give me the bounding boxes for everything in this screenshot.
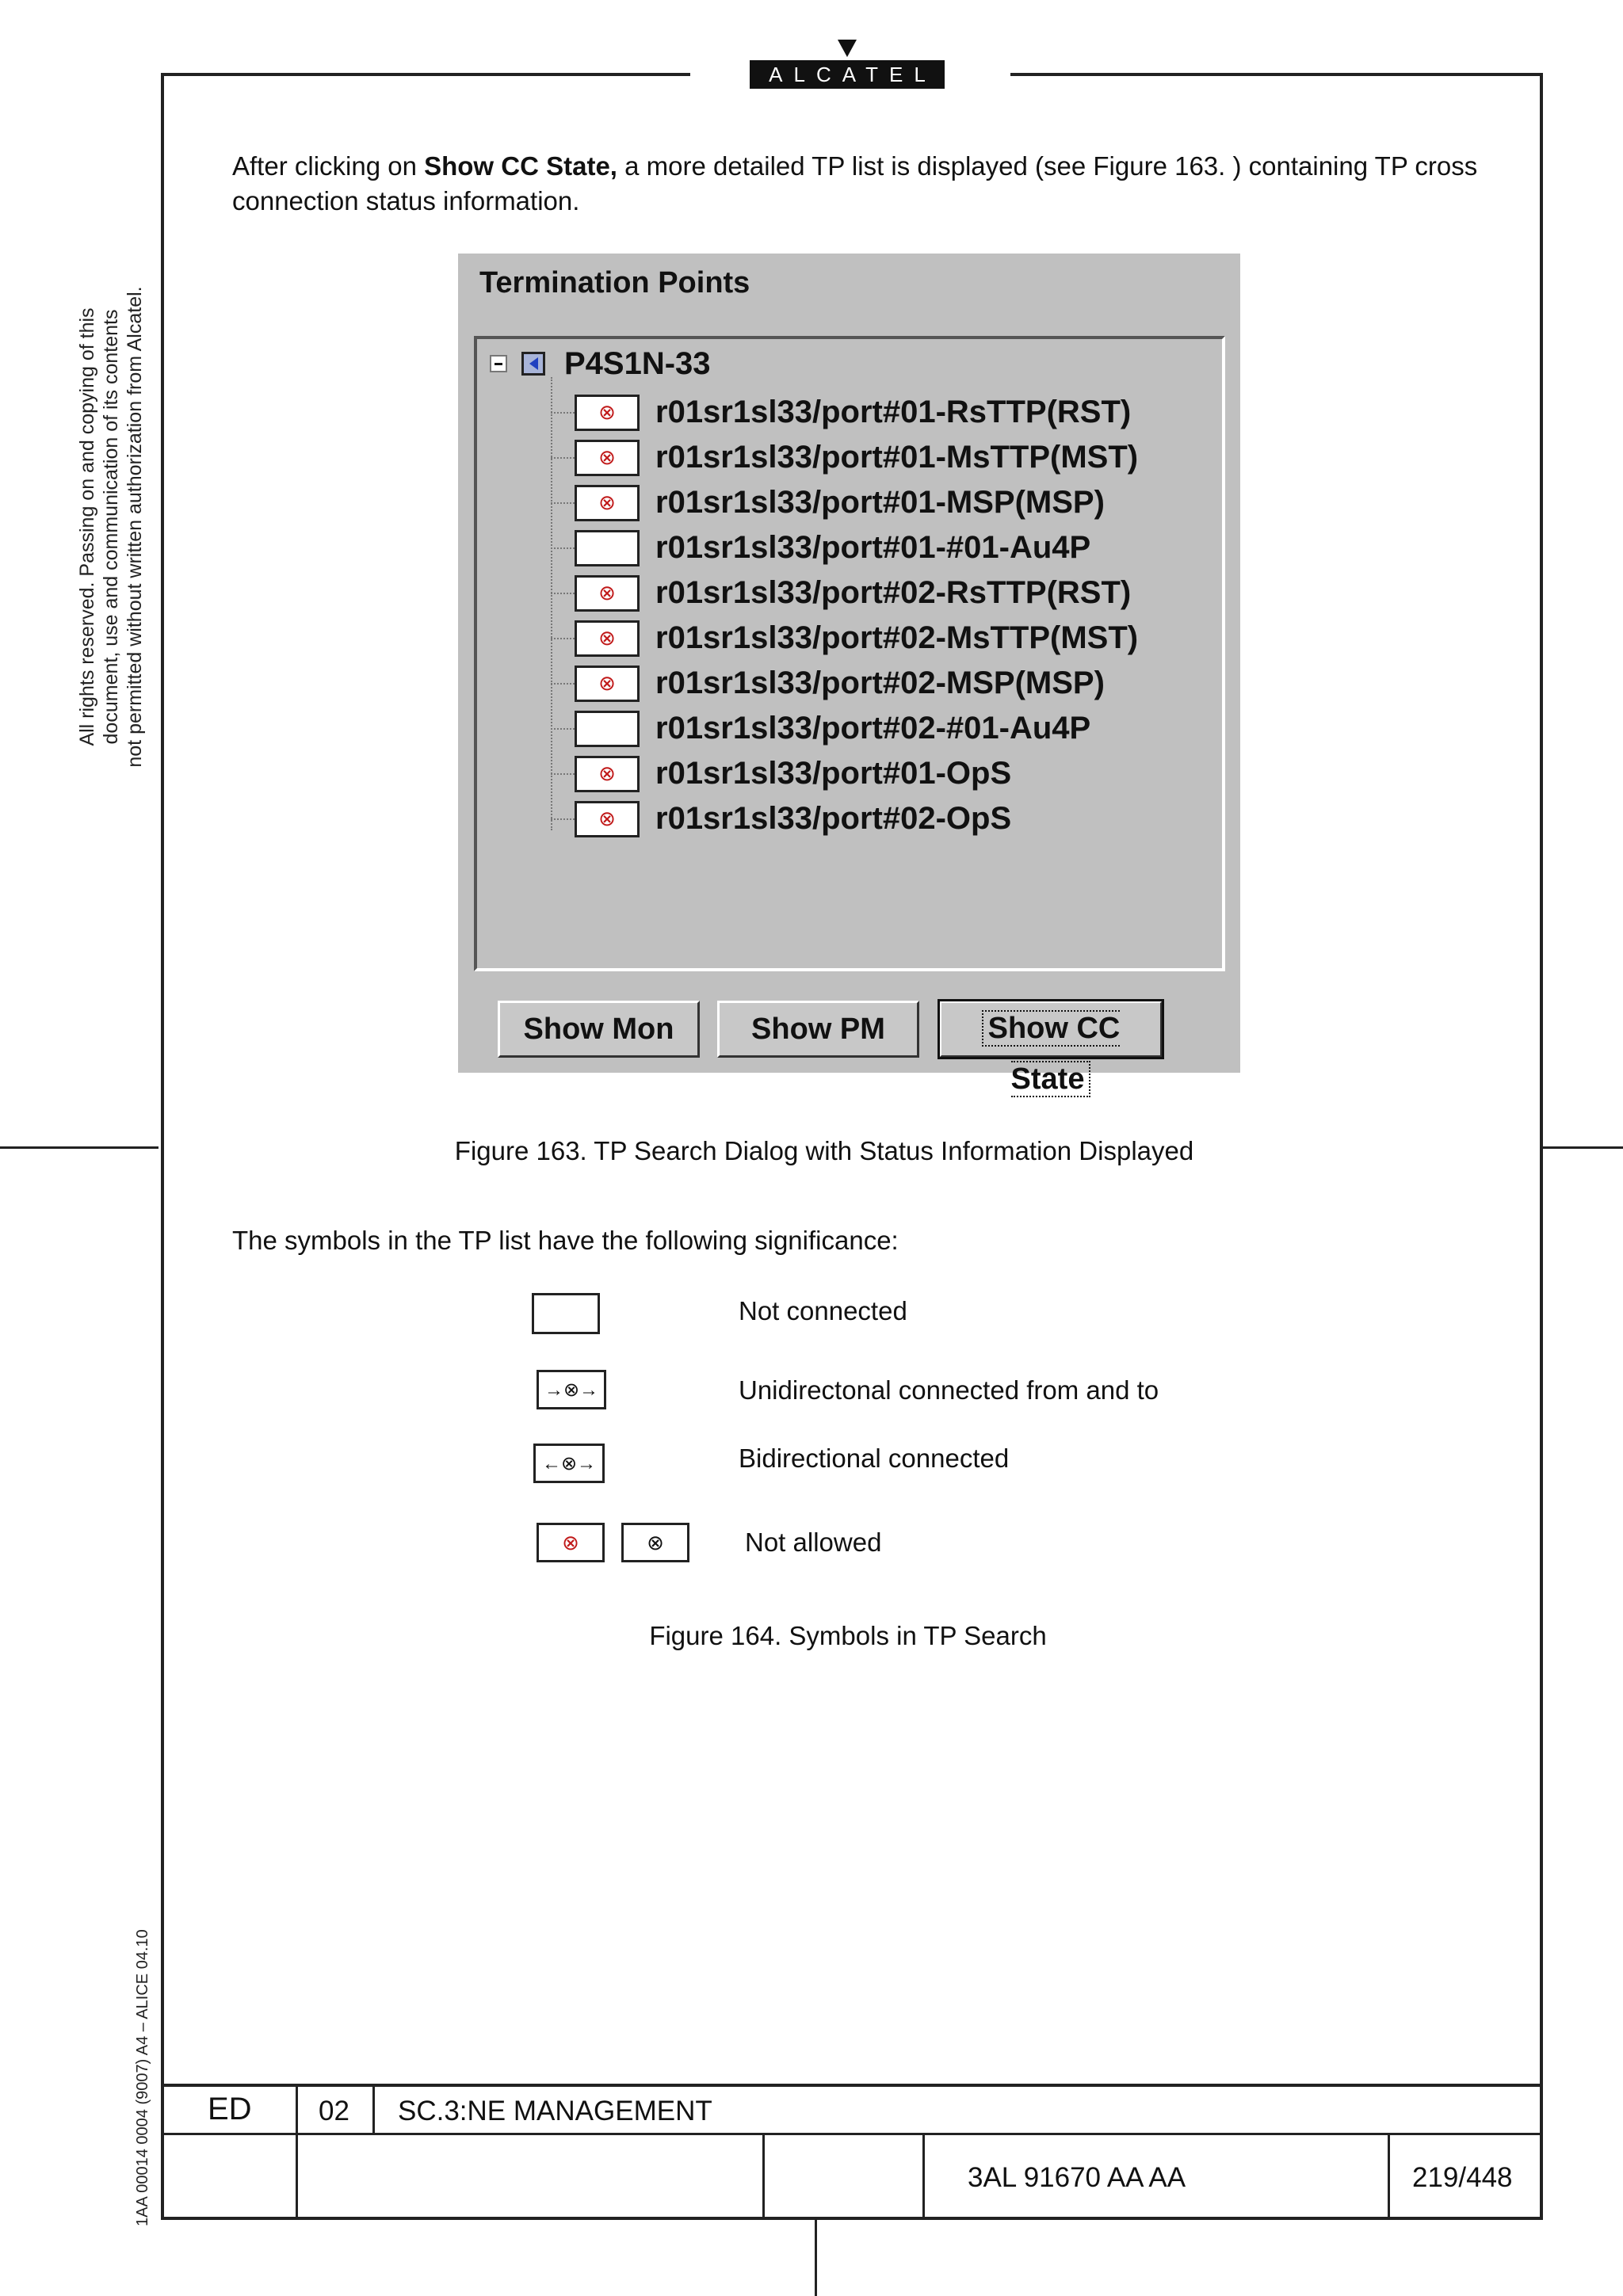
legend-not-connected-label: Not connected xyxy=(739,1296,907,1325)
tree-branch-line xyxy=(551,683,575,685)
tree-item[interactable] xyxy=(551,525,1090,570)
intro-text: a more detailed TP list is displayed (see Figure 163. ) containing TP cross connection status information. xyxy=(232,151,1478,215)
tree-branch-line xyxy=(551,502,575,504)
tree-branch-line xyxy=(551,457,575,459)
tp-search-dialog xyxy=(458,254,1240,1096)
tree-branch-line xyxy=(551,728,575,730)
tree-item[interactable] xyxy=(551,616,1138,661)
tree-item-label: r01sr1sl33/port#02-RsTTP(RST) xyxy=(655,575,1132,610)
fold-mark-right xyxy=(1543,1146,1623,1149)
tree-item[interactable] xyxy=(551,796,1011,841)
collapse-icon[interactable] xyxy=(490,355,507,372)
tree-item[interactable] xyxy=(551,661,1105,706)
dialog-title: Termination Points xyxy=(479,266,750,299)
show-pm-button[interactable]: Show PM xyxy=(717,1001,919,1058)
title-block-divider xyxy=(296,2084,298,2220)
page-number: 219/448 xyxy=(1412,2162,1513,2193)
tree-item[interactable] xyxy=(551,706,1090,751)
tree-item[interactable] xyxy=(551,390,1131,435)
tree-item-label: r01sr1sl33/port#02-OpS xyxy=(655,801,1012,836)
title-block-divider xyxy=(922,2133,925,2220)
legend-not-allowed-label: Not allowed xyxy=(745,1527,882,1557)
intro-bold-term: Show CC State, xyxy=(424,151,617,181)
tree-branch-line xyxy=(551,638,575,639)
copyright-line: All rights reserved. Passing on and copying of this xyxy=(76,307,98,746)
tree-item-label: r01sr1sl33/port#02-MSP(MSP) xyxy=(655,666,1105,700)
title-block-divider xyxy=(762,2133,765,2220)
tree-branch-line xyxy=(551,818,575,820)
tree-item[interactable] xyxy=(551,751,1011,796)
copyright-line: not permitted without written authorization from Alcatel. xyxy=(124,286,146,768)
tp-tree-panel[interactable] xyxy=(474,336,1225,971)
frame-top-right xyxy=(1010,73,1543,76)
title-block-bottom-line xyxy=(161,2217,1543,2220)
not-allowed-icon: ⊗ xyxy=(575,395,640,431)
tree-item-label: r01sr1sl33/port#01-MSP(MSP) xyxy=(655,485,1105,520)
tree-item-label: r01sr1sl33/port#01-OpS xyxy=(655,756,1012,791)
legend-bidirectional-label: Bidirectional connected xyxy=(739,1444,1010,1473)
tree-branch-line xyxy=(551,593,575,594)
tree-root-label: P4S1N-33 xyxy=(564,345,711,381)
tree-item[interactable] xyxy=(551,480,1105,525)
tree-branch-line xyxy=(551,773,575,775)
network-element-icon xyxy=(521,352,545,376)
edition-label: ED xyxy=(208,2092,252,2126)
show-cc-state-label: Show CC State xyxy=(982,1010,1121,1097)
form-code: 1AA 00014 0004 (9007) A4 – ALICE 04.10 xyxy=(134,1929,151,2226)
tree-branch-line xyxy=(551,547,575,549)
figure-163-caption: Figure 163. TP Search Dialog with Status Information Displayed xyxy=(454,1136,1194,1165)
not-allowed-icon: ⊗ xyxy=(575,485,640,521)
show-mon-button[interactable]: Show Mon xyxy=(498,1001,700,1058)
tree-item[interactable] xyxy=(551,435,1138,480)
symbols-intro: The symbols in the TP list have the following significance: xyxy=(232,1226,899,1255)
show-cc-state-button[interactable] xyxy=(939,1001,1163,1096)
not-allowed-icon: ⊗ xyxy=(575,575,640,612)
legend-unidirectional-label: Unidirectonal connected from and to xyxy=(739,1375,1159,1405)
edition-value: 02 xyxy=(319,2096,349,2126)
tree-item[interactable] xyxy=(551,570,1131,616)
unidirectional-connected-icon: →⊗→ xyxy=(537,1370,606,1409)
not-allowed-icon: ⊗ xyxy=(537,1523,605,1562)
tree-item-label: r01sr1sl33/port#02-MsTTP(MST) xyxy=(655,620,1139,655)
logo-text: ALCATEL xyxy=(750,60,945,89)
not-allowed-icon: ⊗ xyxy=(575,756,640,792)
tree-item-label: r01sr1sl33/port#01-MsTTP(MST) xyxy=(655,440,1139,475)
title-block-top-line xyxy=(161,2084,1543,2087)
tree-root-node[interactable] xyxy=(490,344,711,383)
not-connected-icon xyxy=(575,530,640,566)
not-allowed-icon: ⊗ xyxy=(575,440,640,476)
tree-item-label: r01sr1sl33/port#01-#01-Au4P xyxy=(655,530,1091,565)
not-connected-icon xyxy=(532,1293,600,1334)
tree-item-label: r01sr1sl33/port#02-#01-Au4P xyxy=(655,711,1091,746)
figure-164-caption: Figure 164. Symbols in TP Search xyxy=(649,1621,1047,1650)
tree-branch-line xyxy=(551,412,575,414)
not-allowed-plain-icon: ⊗ xyxy=(621,1523,689,1562)
intro-text: After clicking on xyxy=(232,151,425,181)
tree-item-label: r01sr1sl33/port#01-RsTTP(RST) xyxy=(655,395,1132,429)
fold-mark-left xyxy=(0,1146,158,1149)
document-number: 3AL 91670 AA AA xyxy=(968,2162,1186,2193)
not-allowed-icon: ⊗ xyxy=(575,666,640,702)
logo-triangle-icon xyxy=(838,40,857,57)
copyright-line: document, use and communication of its contents xyxy=(100,309,122,745)
intro-paragraph xyxy=(232,149,1500,219)
fold-mark-bottom xyxy=(815,2220,817,2296)
alcatel-logo xyxy=(750,40,945,89)
frame-left xyxy=(161,73,164,2220)
section-title: SC.3:NE MANAGEMENT xyxy=(398,2096,712,2126)
not-allowed-icon: ⊗ xyxy=(575,620,640,657)
frame-top-left xyxy=(161,73,690,76)
bidirectional-connected-icon: ←⊗→ xyxy=(533,1444,605,1483)
title-block-middle-line xyxy=(161,2133,1543,2135)
title-block-divider xyxy=(372,2084,375,2134)
copyright-note xyxy=(75,250,147,804)
not-allowed-icon: ⊗ xyxy=(575,801,640,837)
title-block-divider xyxy=(1388,2133,1390,2220)
not-connected-icon xyxy=(575,711,640,747)
